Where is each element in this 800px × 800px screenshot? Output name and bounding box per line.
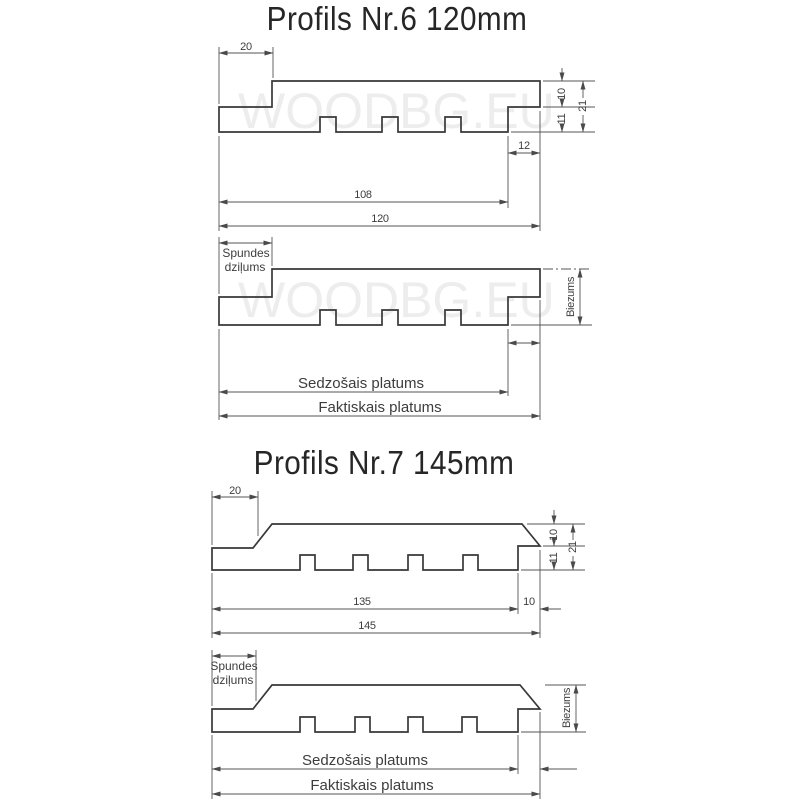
dim-p7-top-thickness: 10 bbox=[548, 529, 560, 541]
watermark-text-bottom: WOODBG.EU bbox=[238, 272, 555, 328]
profile6-dimensioned-drawing bbox=[219, 41, 595, 231]
dim-p6-tongue-width: 20 bbox=[240, 41, 252, 53]
profile7-dimension-graphics bbox=[212, 491, 585, 638]
profile6-title: Profils Nr.6 120mm bbox=[266, 0, 528, 37]
label-p6-tongue-depth-1: Spundes bbox=[222, 246, 270, 260]
label-p7-thickness: Biezums bbox=[561, 687, 573, 729]
label-p7-tongue-depth-1: Spundes bbox=[210, 659, 258, 673]
label-p6-tongue-depth-2: dziļums bbox=[224, 260, 266, 274]
profile7-labeled-drawing bbox=[210, 650, 586, 799]
label-p6-thickness: Biezums bbox=[565, 276, 577, 318]
dim-p7-total-width: 145 bbox=[358, 620, 376, 632]
dim-p7-tongue-width: 20 bbox=[229, 485, 241, 497]
dim-p7-total-thickness: 21 bbox=[567, 541, 579, 553]
dim-p6-total-width: 120 bbox=[371, 213, 389, 225]
dim-p6-top-thickness: 10 bbox=[556, 88, 568, 100]
dim-p7-cover-width: 135 bbox=[353, 596, 371, 608]
label-p6-cover-width: Sedzošais platums bbox=[298, 375, 424, 392]
profile6-outline bbox=[219, 81, 540, 132]
dim-p7-bottom-thickness: 11 bbox=[548, 552, 560, 564]
profile6-outline-labeled bbox=[219, 269, 540, 325]
profile6-dimension-graphics bbox=[219, 47, 595, 231]
profile6-label-graphics bbox=[219, 237, 592, 420]
label-p7-tongue-depth-2: dziļums bbox=[212, 673, 254, 687]
profile7-outline bbox=[212, 524, 540, 570]
label-p7-actual-width: Faktiskais platums bbox=[310, 777, 434, 794]
dim-p6-total-thickness: 21 bbox=[577, 100, 589, 112]
label-p6-actual-width: Faktiskais platums bbox=[318, 399, 442, 416]
label-p7-cover-width: Sedzošais platums bbox=[302, 752, 428, 769]
watermark-text-top: WOODBG.EU bbox=[238, 83, 555, 139]
dim-p6-cover-width: 108 bbox=[354, 189, 372, 201]
dim-p6-bottom-thickness: 11 bbox=[556, 113, 568, 125]
profile6-labeled-drawing bbox=[219, 237, 592, 420]
profile7-title: Profils Nr.7 145mm bbox=[253, 444, 515, 481]
dim-p7-lap-width: 10 bbox=[523, 596, 535, 608]
profile7-outline-labeled bbox=[212, 685, 540, 732]
profile7-dimensioned-drawing bbox=[212, 485, 585, 638]
dim-p6-lap-width: 12 bbox=[518, 140, 530, 152]
